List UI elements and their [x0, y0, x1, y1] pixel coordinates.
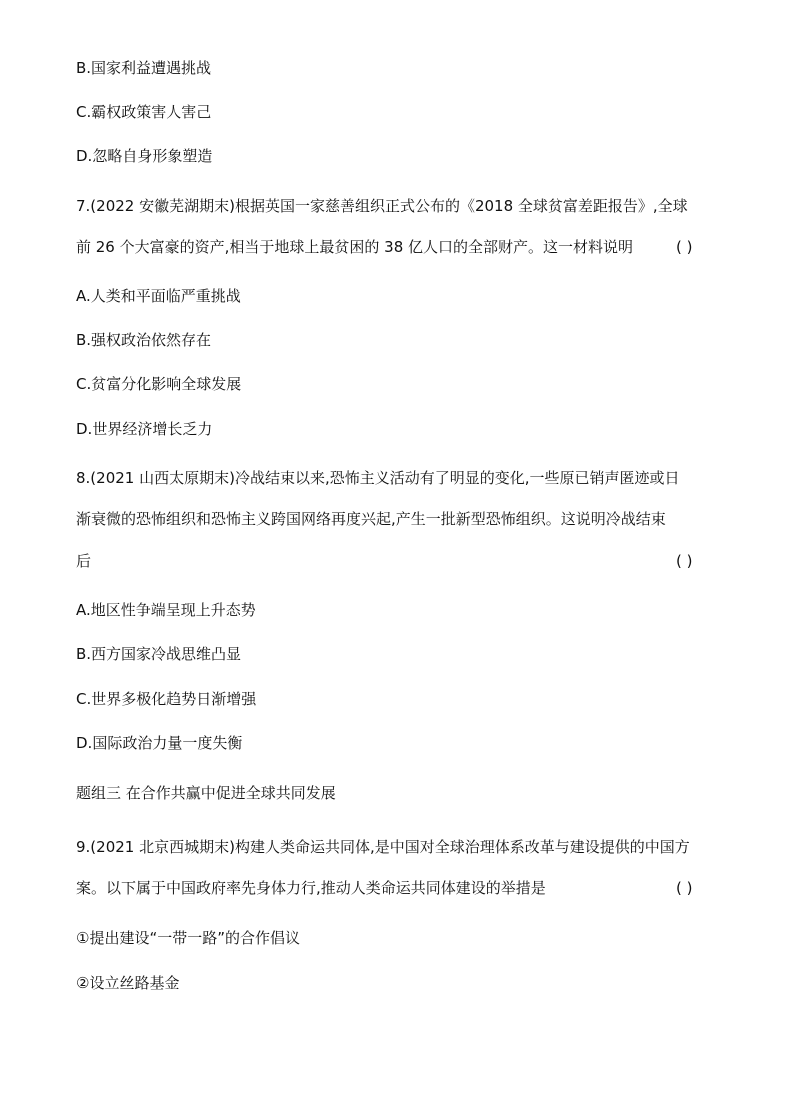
q7-stem-line2: 前 26 个大富豪的资产,相当于地球上最贫困的 38 亿人口的全部财产。这一材料说明 [76, 238, 634, 256]
q9-item-2: ②设立丝路基金 [76, 974, 180, 992]
q8-option-a: A.地区性争端呈现上升态势 [76, 601, 256, 619]
q8-stem-line2: 渐衰微的恐怖组织和恐怖主义跨国网络再度兴起,产生一批新型恐怖组织。这说明冷战结束 [76, 510, 666, 528]
q9-stem-line1: 9.(2021 北京西城期末)构建人类命运共同体,是中国对全球治理体系改革与建设提供的中国方 [76, 838, 690, 856]
q7-option-a: A.人类和平面临严重挑战 [76, 287, 241, 305]
section3-title: 题组三 在合作共赢中促进全球共同发展 [76, 784, 336, 802]
q8-option-d: D.国际政治力量一度失衡 [76, 734, 243, 752]
q9-stem-line2: 案。以下属于中国政府率先身体力行,推动人类命运共同体建设的举措是 [76, 879, 546, 897]
q8-answer-bracket: ( ) [676, 552, 693, 570]
q8-stem-line3: 后 [76, 552, 92, 570]
q9-answer-bracket: ( ) [676, 879, 693, 897]
q6-option-d: D.忽略自身形象塑造 [76, 147, 213, 165]
q6-option-c: C.霸权政策害人害己 [76, 103, 212, 121]
q8-option-b: B.西方国家冷战思维凸显 [76, 645, 242, 663]
q7-stem-line1: 7.(2022 安徽芜湖期末)根据英国一家慈善组织正式公布的《2018 全球贫富差距报告》,全球 [76, 197, 688, 215]
q8-option-c: C.世界多极化趋势日渐增强 [76, 690, 257, 708]
q7-option-b: B.强权政治依然存在 [76, 331, 212, 349]
q7-option-d: D.世界经济增长乏力 [76, 420, 213, 438]
q7-answer-bracket: ( ) [676, 238, 693, 256]
q7-option-c: C.贫富分化影响全球发展 [76, 375, 242, 393]
q8-stem-line1: 8.(2021 山西太原期末)冷战结束以来,恐怖主义活动有了明显的变化,一些原已销声匿迹或日 [76, 469, 680, 487]
q6-option-b: B.国家利益遭遇挑战 [76, 59, 212, 77]
q9-item-1: ①提出建设“一带一路”的合作倡议 [76, 929, 300, 947]
